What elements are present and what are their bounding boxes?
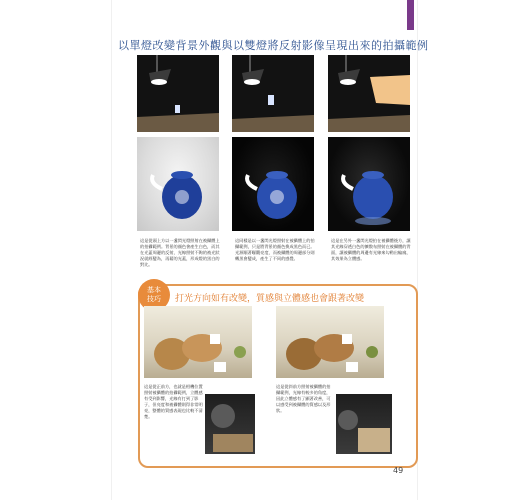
badge-line-1: 基本 xyxy=(147,286,161,294)
tip-title: 打光方向如有改變，質感與立體感也會跟著改變 xyxy=(175,294,365,304)
basket-photo-front-light xyxy=(144,306,252,378)
lamp-icon xyxy=(232,55,314,132)
lamp-icon xyxy=(328,55,410,132)
teapot-photo-white-bg xyxy=(137,137,219,231)
basket-icon xyxy=(276,306,384,378)
studio-setup-photo-2 xyxy=(336,394,392,454)
tip-caption-1: 這是從正前方，也就是相機位置照射被攝體的拍攝範例，立體感有受到影響，光線有打到了影子，但亮度和被攝體則得非常明亮，整體的質感表現也比較不清楚。 xyxy=(144,384,203,419)
teapot-photo-backlit xyxy=(328,137,410,231)
camera-light-icon xyxy=(336,394,392,454)
section-tab xyxy=(407,0,414,30)
teapot-icon xyxy=(137,137,219,231)
page-number: 49 xyxy=(393,466,404,475)
lighting-setup-photo-1 xyxy=(137,55,219,132)
photo-caption-1: 這是從頭上方以一盞閃光燈照射在被攝體上的拍攝範例。背景的顏色會產生白色，而其在光蓋周邊的反射，光線照射不夠的被光狀況就經變為，再藉的光蓋，形成燈的黑白的對比。 xyxy=(140,238,220,267)
badge-line-2: 技巧 xyxy=(147,295,161,303)
photo-caption-2: 這同樣是以一盞閃光燈照射在被攝體上的拍攝範例，只是將背景的顏色換成黑色而已。光源順著曝觀亮度，而被攝體的周邊部分則轉黑會變成，產生了不同的感覺。 xyxy=(235,238,315,261)
camera-light-icon xyxy=(205,394,255,454)
photo-caption-3: 這是在另外一盞閃光燈拍在被攝體後方，讓其光線穿透白色的擴散布照射在被攝體的背面，讓被攝體的周邊有光線來勾勒出輪廓，其效果為立體感。 xyxy=(331,238,411,261)
lamp-icon xyxy=(137,55,219,132)
lighting-setup-photo-2 xyxy=(232,55,314,132)
teapot-icon xyxy=(232,137,314,231)
studio-setup-photo-1 xyxy=(205,394,255,454)
basket-icon xyxy=(144,306,252,378)
page-title: 以單燈改變背景外觀與以雙燈將反射影像呈現出來的拍攝範例 xyxy=(118,39,429,52)
basket-photo-side-light xyxy=(276,306,384,378)
teapot-icon xyxy=(328,137,410,231)
teapot-photo-black-bg xyxy=(232,137,314,231)
tip-caption-2: 這是從斜前方照射被攝體的拍攝範例，光線有較多的角度，因此立體感有了顯著改善，可以感受到被攝體的質感以及形狀。 xyxy=(276,384,331,413)
lighting-setup-photo-3 xyxy=(328,55,410,132)
